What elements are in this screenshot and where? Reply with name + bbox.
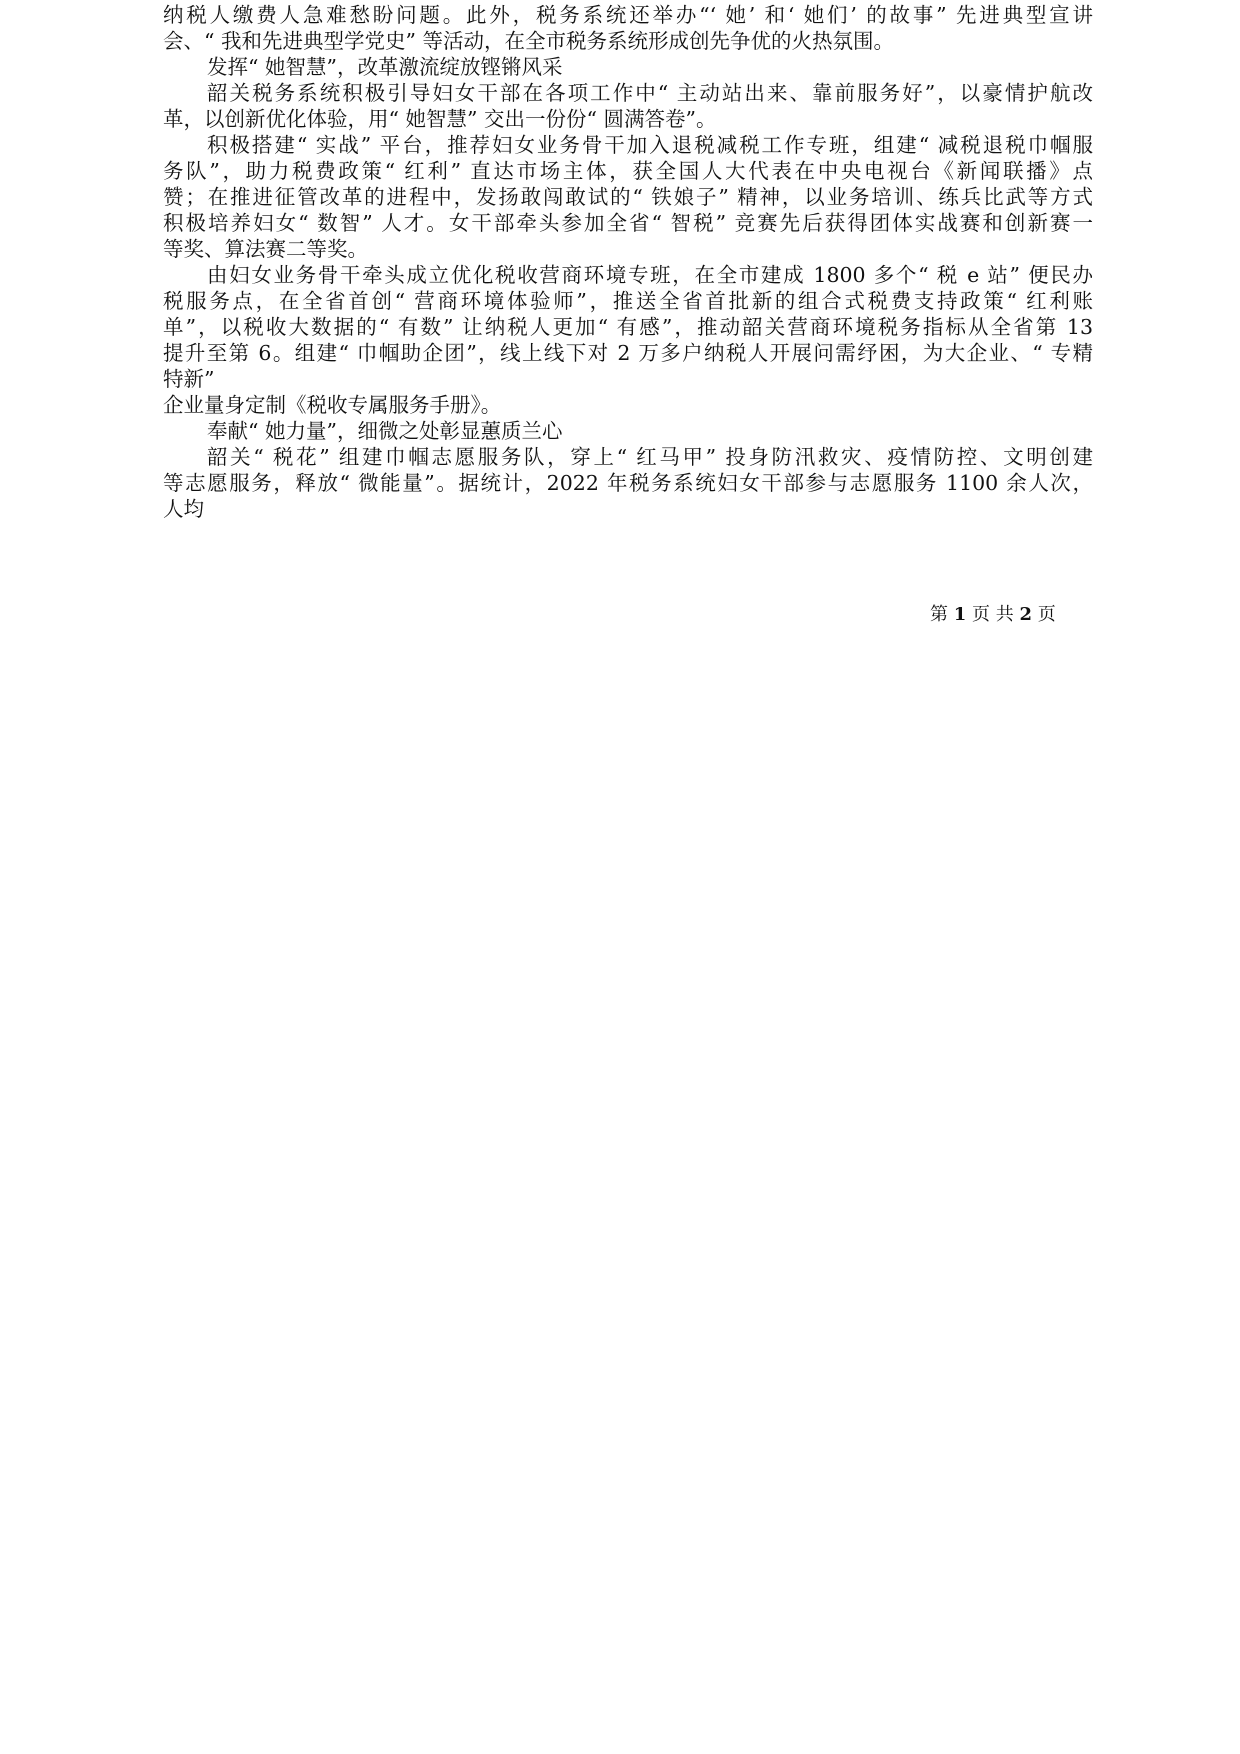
text-line: 革，以创新优化体验，用“ 她智慧” 交出一份份“ 圆满答卷”。	[163, 107, 717, 131]
text-line: 韶关税务系统积极引导妇女干部在各项工作中“ 主动站出来、靠前服务好”，以豪情护航改	[207, 81, 1093, 105]
text-line: 特新”	[163, 367, 215, 391]
text-line: 务队”，助力税费政策“ 红利” 直达市场主体，获全国人大代表在中央电视台《新闻联播》点	[163, 159, 1093, 183]
text-line: 等奖、算法赛二等奖。	[163, 237, 368, 261]
footer-page-number: 1	[953, 604, 967, 625]
text-line: 等志愿服务，释放“ 微能量”。据统计，2022 年税务系统妇女干部参与志愿服务 1100 余人次，	[163, 471, 1093, 495]
text-line: 积极搭建“ 实战” 平台，推荐妇女业务骨干加入退税减税工作专班，组建“ 减税退税巾帼服	[207, 133, 1093, 157]
text-line: 人均	[163, 497, 204, 521]
text-line: 积极培养妇女“ 数智” 人才。女干部牵头参加全省“ 智税” 竞赛先后获得团体实战赛和创新赛一	[163, 211, 1093, 235]
text-line: 企业量身定制《税收专属服务手册》。	[163, 393, 502, 417]
text-line: 赞；在推进征管改革的进程中，发扬敢闯敢试的“ 铁娘子” 精神，以业务培训、练兵比武等方式	[163, 185, 1093, 209]
footer-prefix: 第	[930, 604, 948, 625]
text-line: 会、“ 我和先进典型学党史” 等活动，在全市税务系统形成创先争优的火热氛围。	[163, 29, 894, 53]
text-line: 由妇女业务骨干牵头成立优化税收营商环境专班，在全市建成 1800 多个“ 税 e 站” 便民办	[207, 263, 1093, 287]
text-line: 单”，以税收大数据的“ 有数” 让纳税人更加“ 有感”，推动韶关营商环境税务指标从全省第 13	[163, 315, 1093, 339]
footer-total-pages: 2	[1019, 604, 1032, 625]
text-line: 提升至第 6。组建“ 巾帼助企团”，线上线下对 2 万多户纳税人开展问需纾困，为大企业、“ 专精	[163, 341, 1093, 365]
text-line: 韶关“ 税花” 组建巾帼志愿服务队，穿上“ 红马甲” 投身防汛救灾、疫情防控、文明创建	[207, 445, 1093, 469]
section-heading: 奉献“ 她力量”，细微之处彰显蕙质兰心	[207, 419, 563, 443]
section-heading: 发挥“ 她智慧”，改革激流绽放铿锵风采	[207, 55, 563, 79]
page-footer	[930, 600, 1070, 630]
text-line: 税服务点，在全省首创“ 营商环境体验师”，推送全省首批新的组合式税费支持政策“ 红利账	[163, 289, 1093, 313]
text-line: 纳税人缴费人急难愁盼问题。此外，税务系统还举办“‘ 她’ 和‘ 她们’ 的故事” 先进典型宣讲	[163, 3, 1093, 27]
footer-middle: 页 共	[972, 604, 1014, 625]
footer-suffix: 页	[1037, 604, 1056, 625]
